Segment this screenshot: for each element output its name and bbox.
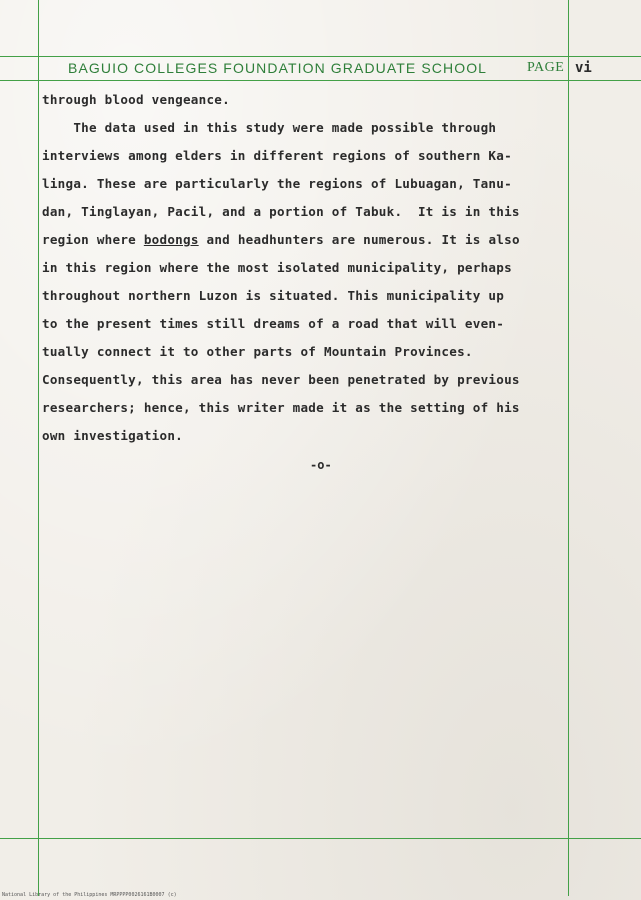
header-top-rule — [0, 56, 641, 57]
institution-header: BAGUIO COLLEGES FOUNDATION GRADUATE SCHOOL — [68, 60, 488, 76]
underlined-term: bodongs — [143, 232, 199, 247]
right-margin-rule — [568, 0, 569, 896]
body-line-start: region where — [42, 232, 144, 247]
body-line: to the present times still dreams of a road that will even- — [42, 316, 505, 331]
body-line: own investigation. — [42, 428, 183, 443]
body-line-end: and headhunters are numerous. It is also — [198, 232, 520, 247]
left-margin-rule — [38, 0, 39, 896]
body-line: through blood vengeance. — [42, 92, 230, 107]
body-line: researchers; hence, this writer made it as the setting of his — [42, 400, 520, 415]
body-line: tually connect it to other parts of Mountain Provinces. — [42, 344, 473, 359]
section-separator: -o- — [310, 458, 332, 472]
body-line: linga. These are particularly the regions of Lubuagan, Tanu- — [42, 176, 512, 191]
body-line: Consequently, this area has never been penetrated by previous — [42, 372, 520, 387]
page-label: PAGE — [527, 60, 565, 75]
page-number: vi — [575, 60, 592, 76]
body-line: dan, Tinglayan, Pacil, and a portion of Tabuk. It is in this — [42, 204, 520, 219]
body-line: interviews among elders in different regions of southern Ka- — [42, 148, 512, 163]
body-line — [42, 232, 520, 248]
body-line: The data used in this study were made possible through — [42, 120, 497, 135]
body-line: in this region where the most isolated municipality, perhaps — [42, 260, 512, 275]
archive-footer-note: National Library of the Philippines MRPPPP0026161B0007 (c) — [2, 892, 177, 898]
footer-rule — [0, 838, 641, 839]
body-line: throughout northern Luzon is situated. This municipality up — [42, 288, 505, 303]
header-bottom-rule — [0, 80, 641, 81]
